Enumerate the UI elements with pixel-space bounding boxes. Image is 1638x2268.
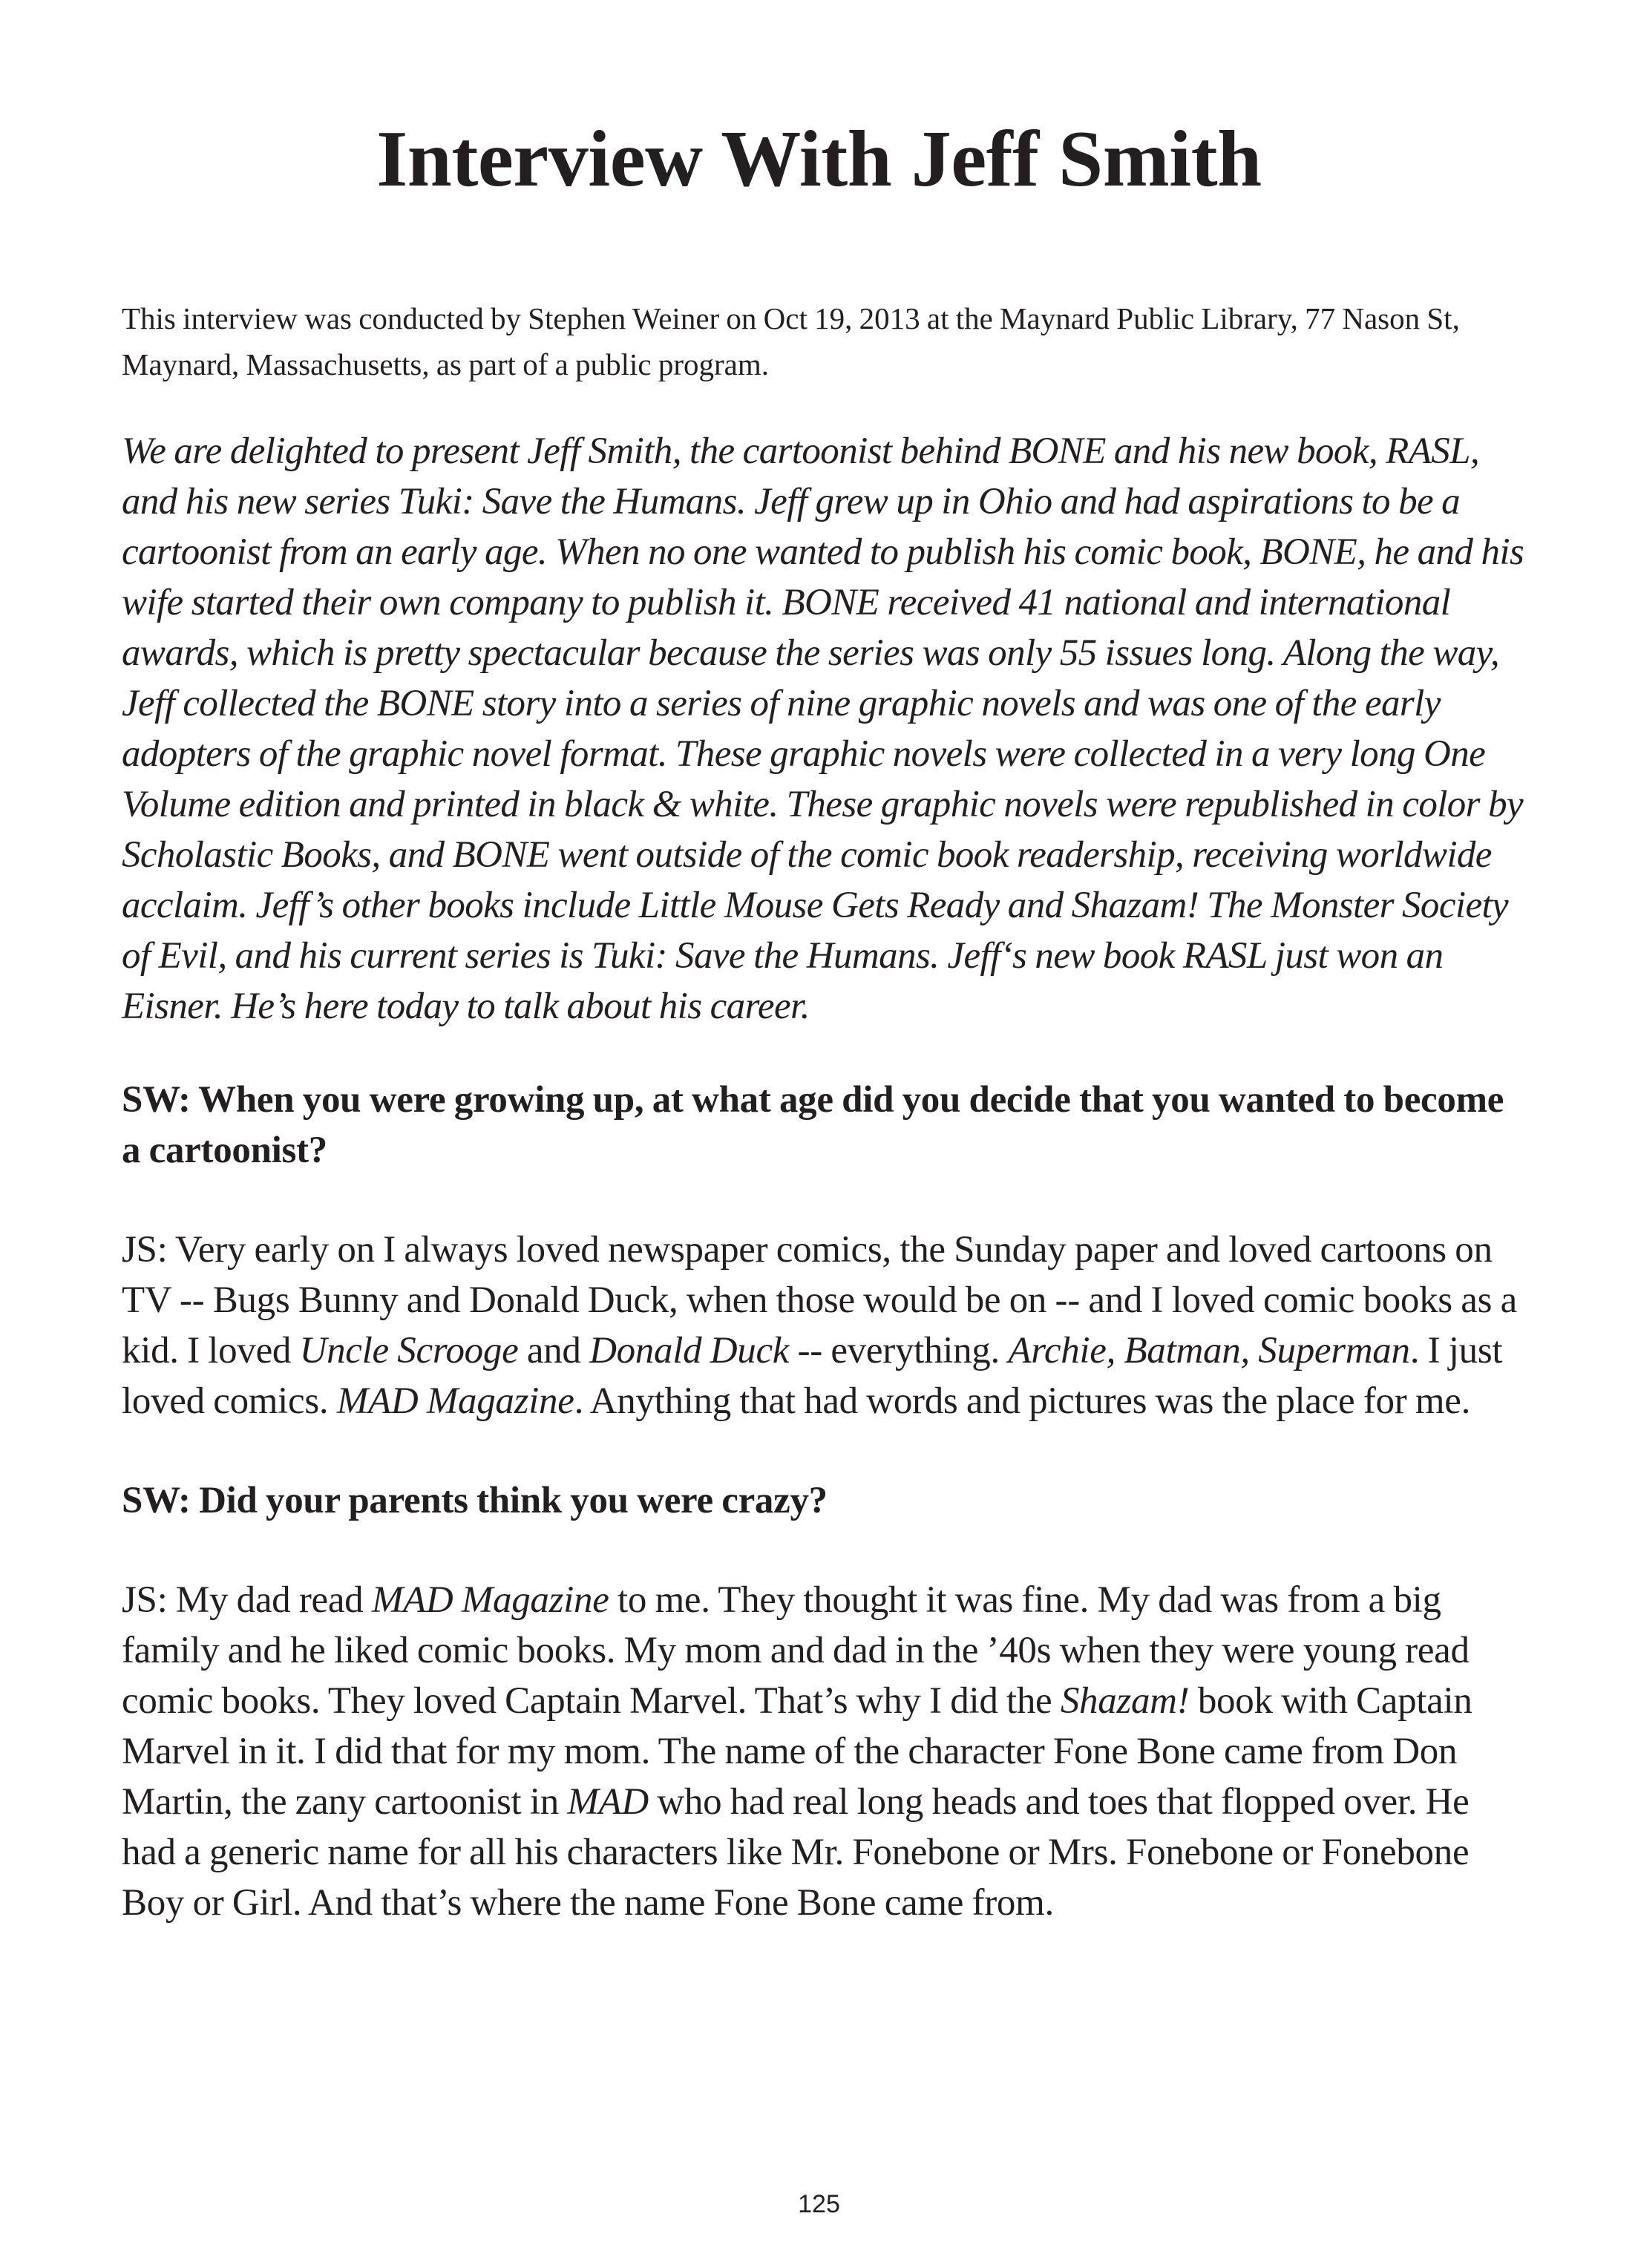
answer-2-title: MAD Magazine bbox=[371, 1579, 609, 1621]
answer-2-text: to me. They thought it was fine. My dad was from a big family and he liked comic books. My mom and dad in the ’40s when they were young read comic books. They loved Captain Marvel. That’s why I did the bbox=[122, 1579, 1470, 1722]
answer-2-title: MAD bbox=[567, 1781, 649, 1823]
answer-2-text: JS: My dad read bbox=[122, 1579, 372, 1621]
page-number: 125 bbox=[798, 2190, 840, 2218]
answer-1-title: Uncle Scrooge bbox=[299, 1330, 519, 1371]
interview-body bbox=[122, 295, 1524, 1928]
answer-2 bbox=[122, 1575, 1524, 1928]
answer-1-text: JS: Very early on I always loved newspaper comics, the Sunday paper and loved cartoons on TV -- Bugs Bunny and Donald Duck, when those would be on -- and I loved comic books as a kid. I loved bbox=[122, 1229, 1517, 1371]
answer-1-title: Archie, Batman, Superman bbox=[1008, 1330, 1410, 1371]
answer-1-text: . I just loved comics. bbox=[122, 1330, 1503, 1422]
answer-1-text: and bbox=[518, 1330, 590, 1371]
bio-paragraph: We are delighted to present Jeff Smith, the cartoonist behind BONE and his new book, RASL, and his new series Tuki: Save the Humans. Jeff grew up in Ohio and had aspirations to be a cartoonist from an early age. When no one wanted to publish his comic book, BONE, he and his wife started their own company to publish it. BONE received 41 national and international awards, which is pretty spectacular because the series was only 55 issues long. Along the way, Jeff collected the BONE story into a series of nine graphic novels and was one of the early adopters of the graphic novel format. These graphic novels were collected in a very long One Volume edition and printed in black & white. These graphic novels were republished in color by Scholastic Books, and BONE went outside of the comic book readership, receiving worldwide acclaim. Jeff’s other books include Little Mouse Gets Ready and Shazam! The Monster Society of Evil, and his current series is Tuki: Save the Humans. Jeff‘s new book RASL just won an Eisner. He’s here today to talk about his career. bbox=[122, 430, 1524, 1027]
question-1: SW: When you were growing up, at what age did you decide that you wanted to become a cartoonist? bbox=[122, 1079, 1504, 1171]
answer-1-text: -- everything. bbox=[789, 1330, 1009, 1371]
answer-1 bbox=[122, 1225, 1524, 1426]
answer-1-text: . Anything that had words and pictures was the place for me. bbox=[574, 1380, 1471, 1422]
answer-2-text: who had real long heads and toes that flopped over. He had a generic name for all his characters like Mr. Fonebone or Mrs. Fonebone or Fonebone Boy or Girl. And that’s where the name Fone Bone came from. bbox=[122, 1781, 1470, 1924]
answer-1-title: Donald Duck bbox=[589, 1330, 790, 1371]
answer-2-text: book with Captain Marvel in it. I did that for my mom. The name of the character Fone Bone came from Don Martin, the zany cartoonist in bbox=[122, 1680, 1472, 1823]
question-2: SW: Did your parents think you were crazy? bbox=[122, 1480, 828, 1521]
intro-paragraph: This interview was conducted by Stephen Weiner on Oct 19, 2013 at the Maynard Public Library, 77 Nason St, Maynard, Massachusetts, as part of a public program. bbox=[122, 301, 1460, 381]
page-title: Interview With Jeff Smith bbox=[376, 115, 1262, 203]
answer-1-title: MAD Magazine bbox=[336, 1380, 574, 1422]
answer-2-title: Shazam! bbox=[1060, 1680, 1190, 1722]
